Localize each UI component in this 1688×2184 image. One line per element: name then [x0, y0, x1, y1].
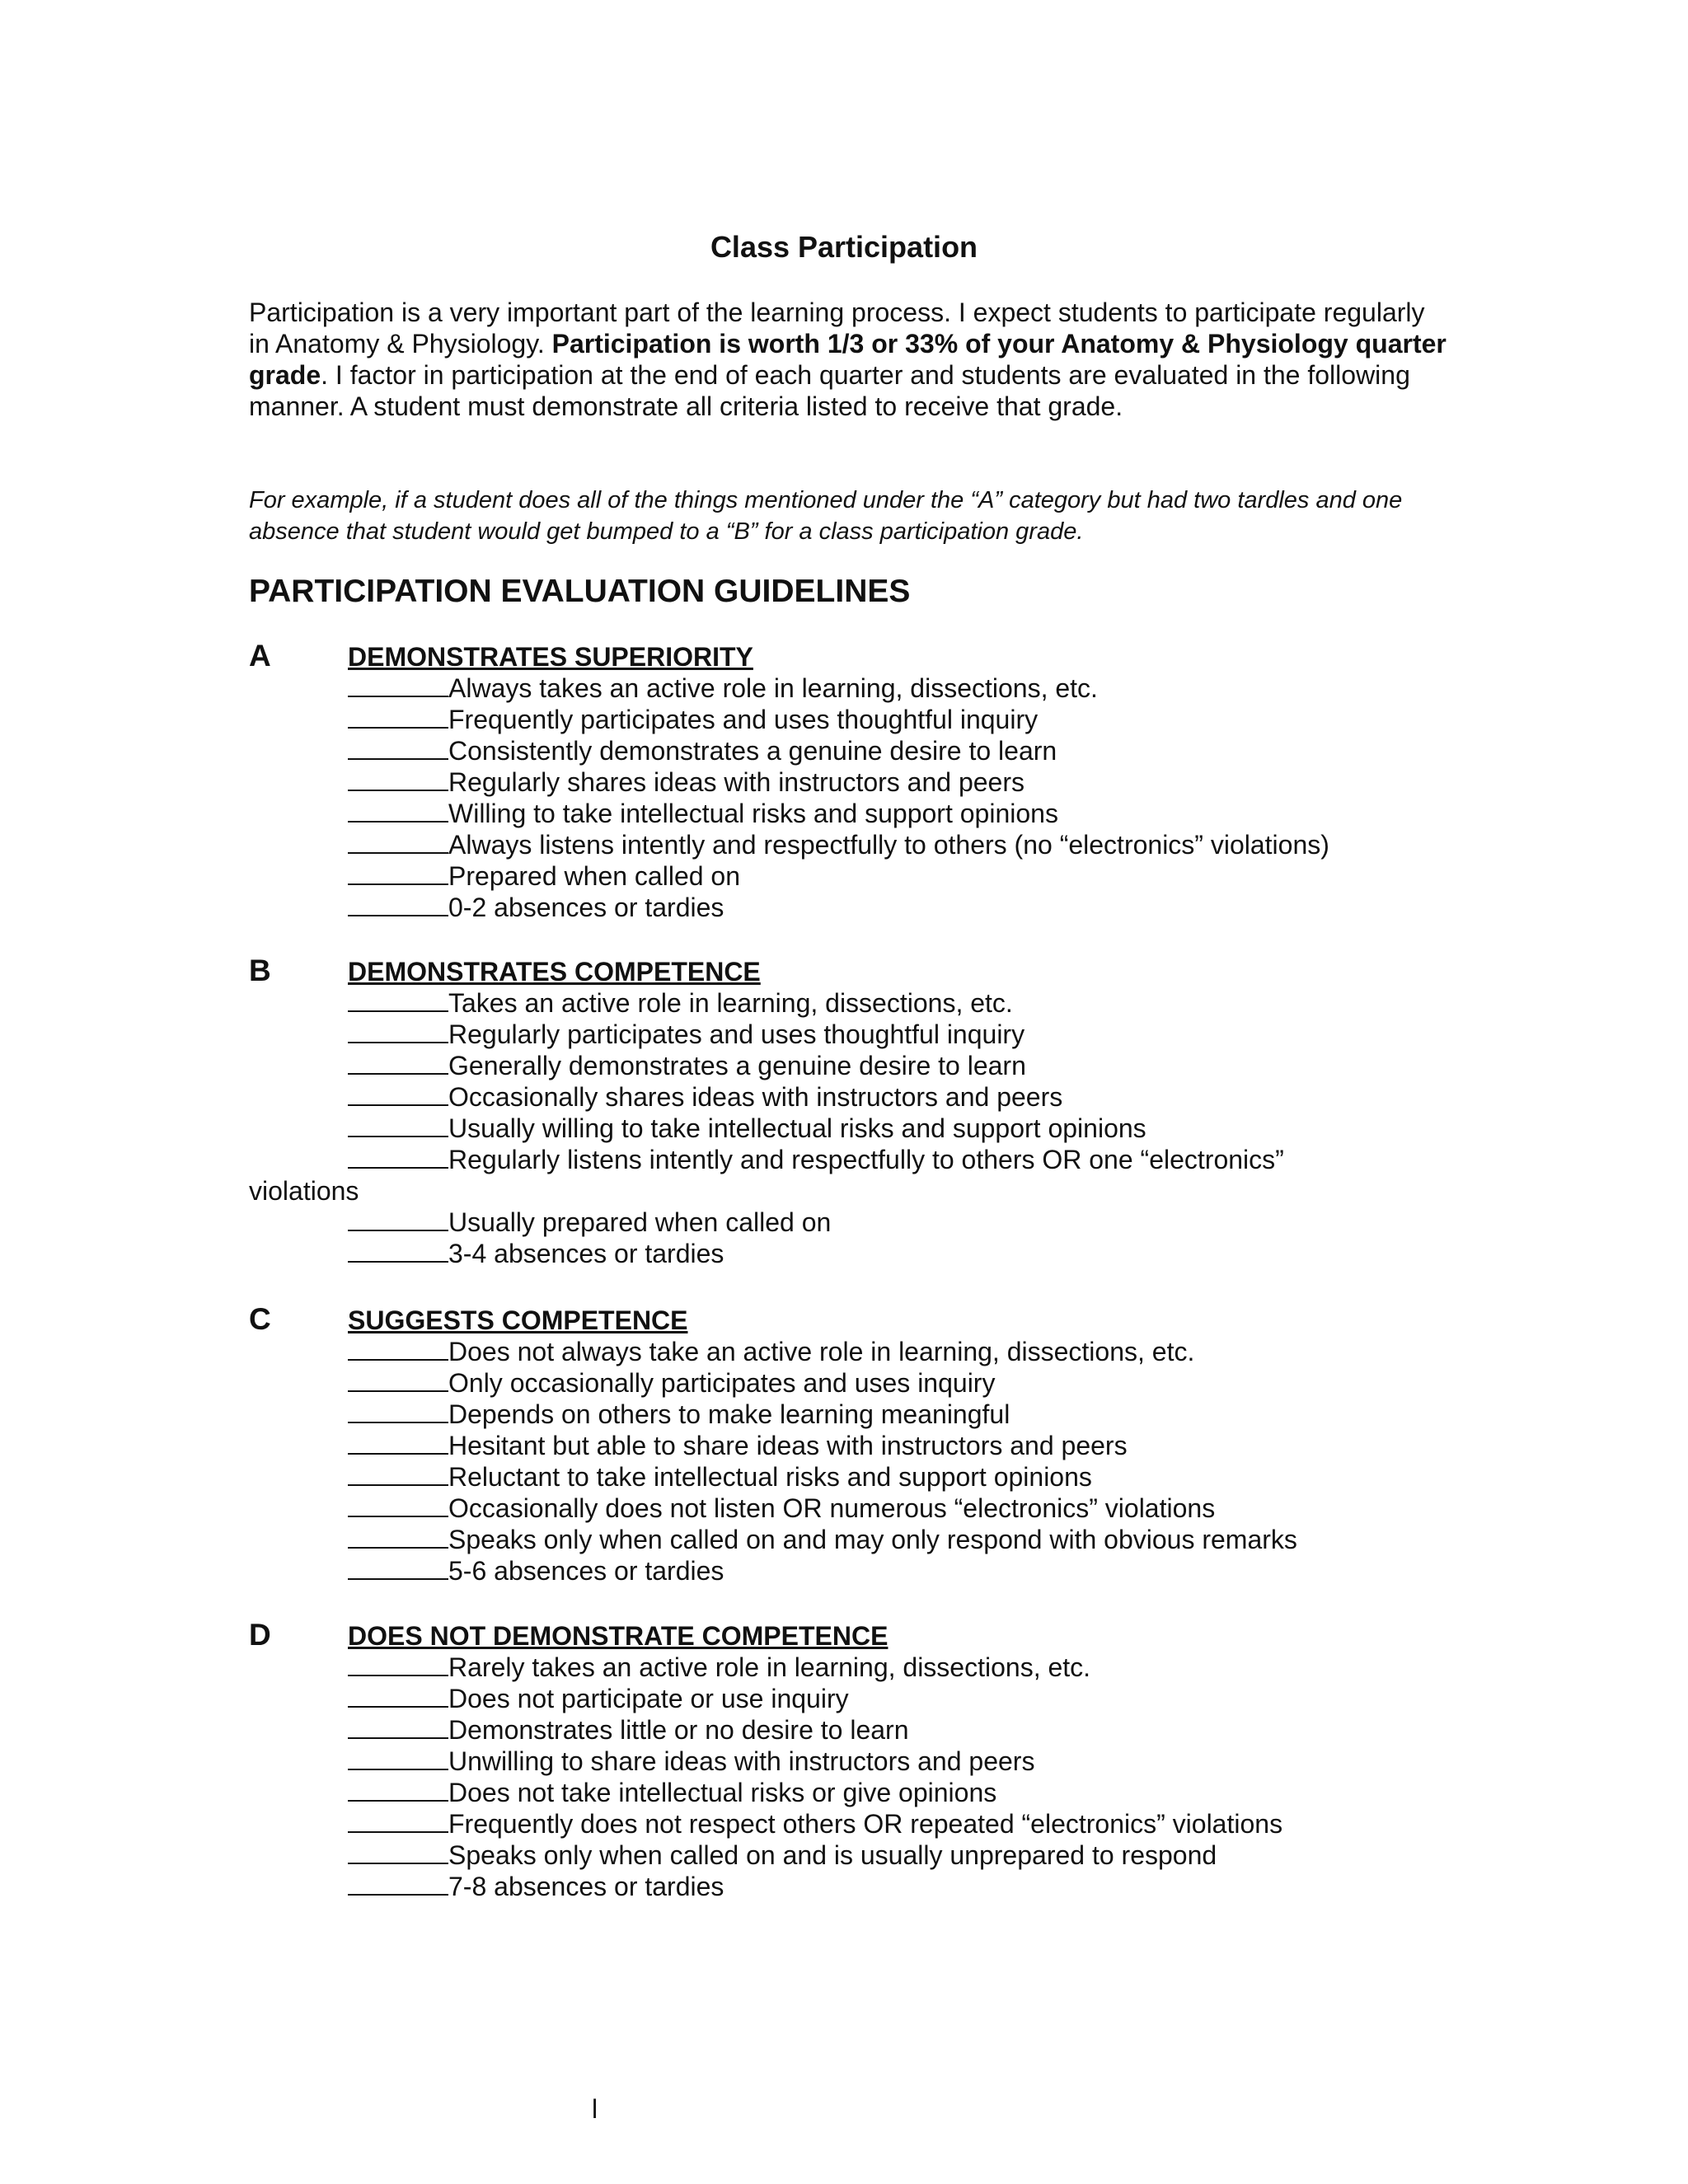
check-blank[interactable]	[348, 799, 448, 823]
criteria-list	[348, 1652, 1485, 1902]
criteria-text: Speaks only when called on and may only respond with obvious remarks	[448, 1525, 1297, 1554]
criteria-item	[348, 987, 1485, 1019]
example-note: For example, if a student does all of the things mentioned under the “A” category but had two tardles and one absence that student would get bumped to a “B” for a class participation grade.	[249, 487, 1403, 545]
check-blank[interactable]	[348, 1716, 448, 1739]
criteria-item	[348, 704, 1485, 735]
criteria-text: Rarely takes an active role in learning, dissections, etc.	[448, 1652, 1091, 1682]
grade-letter: C	[249, 1302, 271, 1336]
criteria-text: Usually prepared when called on	[448, 1207, 832, 1237]
criteria-item	[348, 1461, 1485, 1493]
check-blank[interactable]	[348, 1338, 448, 1361]
criteria-text: Does not participate or use inquiry	[448, 1684, 849, 1713]
check-blank[interactable]	[348, 1526, 448, 1549]
page-number: l	[592, 2094, 598, 2124]
grade-letter: A	[249, 639, 271, 673]
criteria-item	[348, 735, 1485, 766]
check-blank[interactable]	[348, 1494, 448, 1517]
criteria-item	[348, 1399, 1485, 1430]
criteria-text: Occasionally shares ideas with instructors and peers	[448, 1082, 1063, 1112]
grade-letter: B	[249, 954, 271, 987]
criteria-item	[348, 892, 1485, 923]
grade-letter: D	[249, 1618, 271, 1652]
grade-title: DOES NOT DEMONSTRATE COMPETENCE	[348, 1621, 889, 1651]
criteria-item	[348, 1840, 1485, 1871]
criteria-item	[348, 766, 1485, 798]
criteria-text: 3-4 absences or tardies	[448, 1239, 724, 1268]
criteria-text: Frequently participates and uses thoughtful inquiry	[448, 705, 1039, 734]
criteria-text: Depends on others to make learning meaningful	[448, 1399, 1010, 1429]
criteria-text: Demonstrates little or no desire to learn	[448, 1715, 909, 1745]
criteria-text: Occasionally does not listen OR numerous “electronics” violations	[448, 1493, 1216, 1523]
criteria-list	[249, 987, 1485, 1269]
check-blank[interactable]	[348, 1685, 448, 1708]
grade-title: DEMONSTRATES COMPETENCE	[348, 957, 761, 987]
criteria-text: Only occasionally participates and uses inquiry	[448, 1368, 996, 1398]
criteria-item	[348, 1714, 1485, 1746]
check-blank[interactable]	[348, 1810, 448, 1833]
criteria-text: Hesitant but able to share ideas with instructors and peers	[448, 1431, 1128, 1460]
criteria-text: Does not take intellectual risks or give opinions	[448, 1778, 997, 1807]
criteria-text: Prepared when called on	[448, 861, 741, 891]
intro-text-2: . I factor in participation at the end of each quarter and students are evaluated in the following manner. A student must demonstrate all criteria listed to receive that grade.	[249, 360, 1410, 421]
criteria-item	[348, 1493, 1485, 1524]
criteria-text: Unwilling to share ideas with instructors and peers	[448, 1746, 1035, 1776]
criteria-text: Consistently demonstrates a genuine desire to learn	[448, 736, 1057, 766]
grade-title: DEMONSTRATES SUPERIORITY	[348, 642, 753, 672]
criteria-text: Regularly shares ideas with instructors and peers	[448, 767, 1025, 797]
check-blank[interactable]	[348, 862, 448, 885]
criteria-text: Always takes an active role in learning, dissections, etc.	[448, 673, 1098, 703]
criteria-item	[348, 1524, 1485, 1555]
check-blank[interactable]	[348, 1369, 448, 1392]
criteria-text: Generally demonstrates a genuine desire to learn	[448, 1051, 1026, 1080]
criteria-item	[348, 1238, 1485, 1269]
criteria-item	[348, 1081, 1485, 1113]
criteria-item	[348, 829, 1485, 860]
criteria-item	[348, 1555, 1485, 1586]
criteria-item	[348, 1871, 1485, 1902]
criteria-item	[348, 1050, 1485, 1081]
criteria-item	[348, 1367, 1485, 1399]
check-blank[interactable]	[348, 1432, 448, 1455]
check-blank[interactable]	[348, 1463, 448, 1486]
criteria-item	[348, 860, 1485, 892]
check-blank[interactable]	[348, 831, 448, 854]
check-blank[interactable]	[348, 1208, 448, 1231]
criteria-text: Speaks only when called on and is usually unprepared to respond	[448, 1840, 1217, 1870]
criteria-item	[348, 673, 1485, 704]
criteria-item	[348, 1652, 1485, 1683]
check-blank[interactable]	[348, 989, 448, 1012]
criteria-text: Reluctant to take intellectual risks and support opinions	[448, 1462, 1092, 1492]
check-blank[interactable]	[348, 1240, 448, 1263]
criteria-text: Regularly participates and uses thoughtful inquiry	[448, 1019, 1025, 1049]
check-blank[interactable]	[348, 893, 448, 916]
criteria-item	[348, 1207, 1485, 1238]
criteria-text: Usually willing to take intellectual risks and support opinions	[448, 1113, 1146, 1143]
criteria-text: Always listens intently and respectfully to others (no “electronics” violations)	[448, 830, 1329, 860]
criteria-text: 5-6 absences or tardies	[448, 1556, 724, 1586]
criteria-item	[348, 1683, 1485, 1714]
grade-title: SUGGESTS COMPETENCE	[348, 1305, 688, 1335]
criteria-item	[348, 1430, 1485, 1461]
check-blank[interactable]	[348, 1400, 448, 1423]
criteria-text: 0-2 absences or tardies	[448, 893, 724, 922]
check-blank[interactable]	[348, 1779, 448, 1802]
check-blank[interactable]	[348, 705, 448, 729]
section-heading: PARTICIPATION EVALUATION GUIDELINES	[249, 574, 911, 609]
criteria-list	[348, 673, 1485, 923]
criteria-item	[249, 1144, 1485, 1207]
check-blank[interactable]	[348, 1114, 448, 1137]
criteria-text: Regularly listens intently and respectfully to others OR one “electronics”	[448, 1145, 1284, 1174]
criteria-item	[348, 1336, 1485, 1367]
check-blank[interactable]	[348, 674, 448, 697]
check-blank[interactable]	[348, 1747, 448, 1770]
intro-bold-text: Participation is worth 1/3 or 33% of your Anatomy & Physiology quarter grade	[249, 329, 1447, 390]
check-blank[interactable]	[348, 1083, 448, 1106]
criteria-item	[348, 798, 1485, 829]
criteria-item	[348, 1113, 1485, 1144]
page-title: Class Participation	[710, 230, 978, 264]
check-blank[interactable]	[348, 768, 448, 791]
criteria-text: 7-8 absences or tardies	[448, 1872, 724, 1901]
criteria-list	[348, 1336, 1485, 1586]
check-blank[interactable]	[348, 1841, 448, 1864]
criteria-item	[348, 1808, 1485, 1840]
criteria-text: Takes an active role in learning, dissections, etc.	[448, 988, 1013, 1018]
check-blank[interactable]	[348, 1872, 448, 1896]
intro-text-1: Participation is a very important part of the learning process. I expect students to participate regularly in Anatomy & Physiology.	[249, 298, 1425, 359]
check-blank[interactable]	[348, 1020, 448, 1043]
check-blank[interactable]	[348, 1653, 448, 1676]
criteria-text: Willing to take intellectual risks and support opinions	[448, 799, 1058, 828]
check-blank[interactable]	[348, 1557, 448, 1580]
check-blank[interactable]	[348, 1052, 448, 1075]
criteria-item	[348, 1019, 1485, 1050]
criteria-text-wrap: violations	[249, 1176, 359, 1206]
criteria-text: Frequently does not respect others OR repeated “electronics” violations	[448, 1809, 1283, 1839]
intro-paragraph	[249, 297, 1452, 422]
criteria-text: Does not always take an active role in learning, dissections, etc.	[448, 1337, 1195, 1366]
check-blank[interactable]	[348, 1146, 448, 1169]
criteria-item	[348, 1746, 1485, 1777]
criteria-item	[348, 1777, 1485, 1808]
check-blank[interactable]	[348, 737, 448, 760]
